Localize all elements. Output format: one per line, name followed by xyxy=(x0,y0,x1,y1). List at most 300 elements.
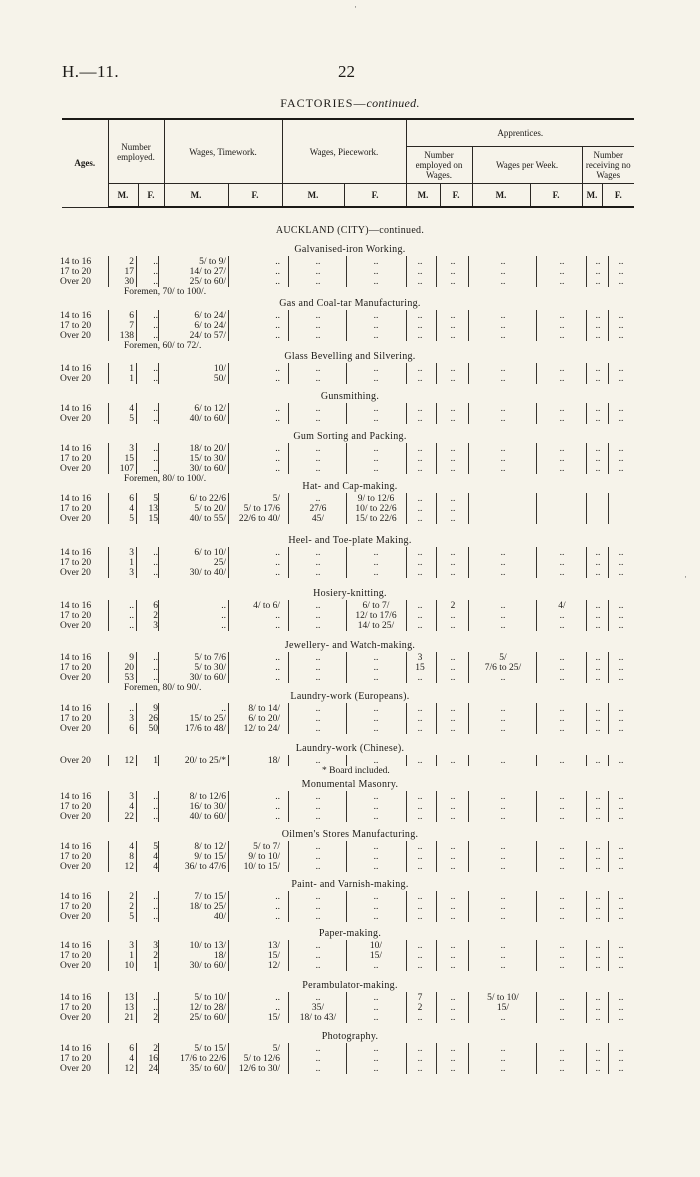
table-row xyxy=(0,951,700,961)
cell-app-wages-f: .. xyxy=(559,364,565,374)
cell-app-wages-f: .. xyxy=(559,941,565,951)
cell-app-wages-m: .. xyxy=(500,1064,506,1074)
table-row xyxy=(0,611,700,621)
column-rule xyxy=(608,940,609,971)
col-f: F. xyxy=(530,184,582,208)
cell-app-wages-f: .. xyxy=(559,267,565,277)
cell-app-employed-m: .. xyxy=(417,267,423,277)
column-rule xyxy=(346,600,347,631)
cell-app-wages-f: .. xyxy=(559,444,565,454)
column-rule xyxy=(406,791,407,822)
cell-timework-f: 5/ to 12/6 xyxy=(243,1054,280,1064)
cell-app-wages-m: .. xyxy=(500,454,506,464)
column-rule xyxy=(228,652,229,683)
table-row xyxy=(0,792,700,802)
cell-timework-m: 24/ to 57/ xyxy=(189,331,226,341)
cell-app-noreceiving-f: .. xyxy=(618,404,624,414)
section-title: Monumental Masonry. xyxy=(301,779,399,790)
cell-app-employed-f: .. xyxy=(450,374,456,384)
column-rule xyxy=(158,256,159,287)
cell-app-wages-f: .. xyxy=(559,611,565,621)
section-title: Gunsmithing. xyxy=(320,391,380,402)
cell-piecework-f: .. xyxy=(373,1054,379,1064)
cell-age: 17 to 20 xyxy=(60,558,92,568)
col-m: M. xyxy=(472,184,530,208)
cell-piecework-f: .. xyxy=(373,267,379,277)
table-row xyxy=(0,756,700,766)
cell-timework-f: 5/ xyxy=(272,494,280,504)
cell-piecework-f: .. xyxy=(373,792,379,802)
column-rule xyxy=(406,652,407,683)
cell-timework-m: 18/ to 25/ xyxy=(189,902,226,912)
cell-app-noreceiving-m: .. xyxy=(595,1003,601,1013)
cell-timework-m: 35/ to 60/ xyxy=(189,1064,226,1074)
cell-app-employed-f: .. xyxy=(450,404,456,414)
cell-app-employed-f: .. xyxy=(450,653,456,663)
column-rule xyxy=(108,493,109,524)
cell-timework-m: 40/ to 60/ xyxy=(189,414,226,424)
section-title: Galvanised-iron Working. xyxy=(294,244,406,255)
cell-piecework-f: .. xyxy=(373,311,379,321)
column-rule xyxy=(468,755,469,766)
cell-employed-m: 6 xyxy=(129,311,134,321)
column-rule xyxy=(136,791,137,822)
cell-app-employed-m: .. xyxy=(417,961,423,971)
table-row xyxy=(0,812,700,822)
column-rule xyxy=(436,703,437,734)
cell-timework-f: 13/ xyxy=(267,941,280,951)
cell-employed-m: 13 xyxy=(124,1003,134,1013)
cell-app-noreceiving-m: .. xyxy=(595,1044,601,1054)
column-rule xyxy=(228,992,229,1023)
cell-timework-f: .. xyxy=(275,993,280,1003)
cell-app-noreceiving-f: .. xyxy=(618,902,624,912)
cell-app-noreceiving-f: .. xyxy=(618,862,624,872)
cell-employed-f: 2 xyxy=(153,951,158,961)
cell-piecework-m: 45/ xyxy=(311,514,325,524)
cell-age: Over 20 xyxy=(60,1013,91,1023)
cell-app-wages-m: 7/6 to 25/ xyxy=(484,663,522,673)
column-rule xyxy=(228,547,229,578)
cell-app-employed-m: .. xyxy=(417,714,423,724)
cell-piecework-f: .. xyxy=(373,802,379,812)
column-rule xyxy=(436,547,437,578)
cell-app-wages-m: .. xyxy=(500,1013,506,1023)
cell-app-noreceiving-m: .. xyxy=(595,993,601,1003)
cell-app-noreceiving-f: .. xyxy=(618,611,624,621)
column-rule xyxy=(158,403,159,424)
column-rule xyxy=(536,755,537,766)
column-rule xyxy=(108,755,109,766)
cell-piecework-f: 6/ to 7/ xyxy=(362,601,390,611)
cell-app-employed-f: .. xyxy=(450,454,456,464)
cell-timework-f: 5/ to 17/6 xyxy=(243,504,280,514)
cell-piecework-m: .. xyxy=(315,892,321,902)
cell-app-wages-m: .. xyxy=(500,812,506,822)
cell-employed-f: .. xyxy=(153,792,158,802)
cell-timework-f: .. xyxy=(275,558,280,568)
col-apprentices: Apprentices. xyxy=(406,119,634,147)
cell-app-wages-m: .. xyxy=(500,892,506,902)
cell-age: 17 to 20 xyxy=(60,852,92,862)
column-rule xyxy=(158,652,159,683)
column-rule xyxy=(536,493,537,524)
cell-timework-m: 18/ to 20/ xyxy=(189,444,226,454)
column-rule xyxy=(108,600,109,631)
column-rule xyxy=(608,310,609,341)
cell-app-employed-m: .. xyxy=(417,802,423,812)
cell-app-wages-f: .. xyxy=(559,257,565,267)
cell-piecework-f: .. xyxy=(373,548,379,558)
column-rule xyxy=(228,600,229,631)
cell-app-wages-f: .. xyxy=(559,621,565,631)
cell-timework-f: 22/6 to 40/ xyxy=(238,514,280,524)
cell-age: 14 to 16 xyxy=(60,364,92,374)
cell-timework-m: 40/ to 55/ xyxy=(189,514,226,524)
cell-age: Over 20 xyxy=(60,961,91,971)
column-rule xyxy=(288,547,289,578)
cell-app-employed-m: .. xyxy=(417,277,423,287)
column-rule xyxy=(346,891,347,922)
col-ages: Ages. xyxy=(62,119,108,207)
cell-app-noreceiving-f: .. xyxy=(618,444,624,454)
cell-app-wages-f: .. xyxy=(559,704,565,714)
cell-piecework-f: .. xyxy=(373,558,379,568)
cell-employed-m: 4 xyxy=(129,842,134,852)
cell-app-employed-m: .. xyxy=(417,1013,423,1023)
cell-piecework-f: 9/ to 12/6 xyxy=(357,494,395,504)
cell-employed-m: 12 xyxy=(124,756,134,766)
cell-timework-f: 5/ to 7/ xyxy=(253,842,280,852)
section-title: Perambulator-making. xyxy=(302,980,398,991)
cell-app-employed-m: .. xyxy=(417,862,423,872)
section-note: Foremen, 60/ to 72/. xyxy=(124,341,202,351)
column-rule xyxy=(608,1043,609,1074)
cell-app-employed-f: .. xyxy=(450,558,456,568)
col-f: F. xyxy=(228,184,282,208)
column-rule xyxy=(406,992,407,1023)
column-rule xyxy=(586,703,587,734)
column-rule xyxy=(468,600,469,631)
cell-employed-m: 6 xyxy=(129,724,134,734)
cell-timework-m: .. xyxy=(221,704,226,714)
column-rule xyxy=(586,791,587,822)
cell-app-noreceiving-f: .. xyxy=(618,941,624,951)
column-rule xyxy=(468,310,469,341)
cell-timework-m: 5/ to 9/ xyxy=(199,257,226,267)
cell-employed-m: 20 xyxy=(124,663,134,673)
cell-app-wages-f: .. xyxy=(559,714,565,724)
column-rule xyxy=(346,791,347,822)
cell-employed-f: .. xyxy=(153,902,158,912)
column-rule xyxy=(608,363,609,384)
cell-employed-f: .. xyxy=(153,912,158,922)
cell-app-noreceiving-f: .. xyxy=(618,374,624,384)
cell-employed-f: .. xyxy=(153,414,158,424)
cell-age: 14 to 16 xyxy=(60,444,92,454)
cell-piecework-f: .. xyxy=(373,277,379,287)
cell-app-noreceiving-f: .. xyxy=(618,673,624,683)
table-row xyxy=(0,1013,700,1023)
cell-app-employed-f: .. xyxy=(450,941,456,951)
cell-app-employed-f: .. xyxy=(450,621,456,631)
cell-app-employed-m: .. xyxy=(417,444,423,454)
cell-timework-m: 30/ to 60/ xyxy=(189,464,226,474)
cell-timework-f: .. xyxy=(275,621,280,631)
col-f: F. xyxy=(440,184,472,208)
section-title: Jewellery- and Watch-making. xyxy=(284,640,416,651)
section-note: Foremen, 80/ to 90/. xyxy=(124,683,202,693)
cell-employed-m: .. xyxy=(129,621,134,631)
cell-piecework-m: .. xyxy=(315,311,321,321)
cell-age: 14 to 16 xyxy=(60,311,92,321)
cell-piecework-m: .. xyxy=(315,611,321,621)
cell-app-wages-f: .. xyxy=(559,862,565,872)
cell-employed-m: 12 xyxy=(124,862,134,872)
cell-app-wages-m: .. xyxy=(500,961,506,971)
cell-app-noreceiving-f: .. xyxy=(618,331,624,341)
cell-age: Over 20 xyxy=(60,724,91,734)
column-rule xyxy=(608,403,609,424)
column-rule xyxy=(136,600,137,631)
cell-app-noreceiving-m: .. xyxy=(595,558,601,568)
cell-piecework-f: .. xyxy=(373,704,379,714)
cell-app-wages-f: 4/ xyxy=(558,601,566,611)
column-rule xyxy=(288,493,289,524)
cell-app-employed-f: .. xyxy=(450,277,456,287)
column-rule xyxy=(436,493,437,524)
cell-piecework-m: .. xyxy=(315,802,321,812)
cell-age: Over 20 xyxy=(60,331,91,341)
cell-employed-m: 9 xyxy=(129,653,134,663)
cell-app-wages-m: .. xyxy=(500,941,506,951)
cell-piecework-m: .. xyxy=(315,704,321,714)
column-rule xyxy=(406,755,407,766)
cell-app-wages-f: .. xyxy=(559,724,565,734)
col-f: F. xyxy=(602,184,634,208)
column-rule xyxy=(346,703,347,734)
cell-employed-m: 10 xyxy=(124,961,134,971)
column-rule xyxy=(536,891,537,922)
cell-piecework-m: .. xyxy=(315,321,321,331)
col-number-employed: Number employed. xyxy=(108,119,164,184)
column-rule xyxy=(136,841,137,872)
cell-piecework-m: .. xyxy=(315,961,321,971)
cell-app-employed-m: .. xyxy=(417,611,423,621)
section-note: * Board included. xyxy=(322,766,390,776)
table-row xyxy=(0,558,700,568)
cell-app-noreceiving-m: .. xyxy=(595,663,601,673)
cell-piecework-m: .. xyxy=(315,663,321,673)
cell-age: 14 to 16 xyxy=(60,548,92,558)
cell-timework-f: 10/ to 15/ xyxy=(243,862,280,872)
cell-app-noreceiving-m: .. xyxy=(595,611,601,621)
col-app-wages: Wages per Week. xyxy=(472,147,582,184)
cell-age: Over 20 xyxy=(60,812,91,822)
cell-age: Over 20 xyxy=(60,568,91,578)
column-rule xyxy=(346,992,347,1023)
cell-timework-f: .. xyxy=(275,802,280,812)
cell-piecework-m: .. xyxy=(315,404,321,414)
cell-employed-m: 4 xyxy=(129,404,134,414)
cell-app-employed-m: .. xyxy=(417,792,423,802)
cell-app-noreceiving-m: .. xyxy=(595,1054,601,1064)
section-note: Foremen, 70/ to 100/. xyxy=(124,287,207,297)
cell-app-noreceiving-m: .. xyxy=(595,464,601,474)
cell-app-noreceiving-m: .. xyxy=(595,714,601,724)
cell-timework-f: .. xyxy=(275,414,280,424)
column-rule xyxy=(608,652,609,683)
cell-employed-m: 3 xyxy=(129,568,134,578)
column-rule xyxy=(346,841,347,872)
column-rule xyxy=(228,891,229,922)
table-row xyxy=(0,673,700,683)
cell-employed-f: .. xyxy=(153,663,158,673)
cell-app-noreceiving-f: .. xyxy=(618,321,624,331)
cell-employed-f: 2 xyxy=(153,1013,158,1023)
cell-app-employed-f: .. xyxy=(450,792,456,802)
cell-piecework-m: .. xyxy=(315,601,321,611)
cell-employed-m: 3 xyxy=(129,714,134,724)
cell-employed-f: 4 xyxy=(153,852,158,862)
cell-app-noreceiving-f: .. xyxy=(618,714,624,724)
cell-app-wages-m: .. xyxy=(500,673,506,683)
cell-timework-f: .. xyxy=(275,568,280,578)
table-row xyxy=(0,1044,700,1054)
cell-age: Over 20 xyxy=(60,862,91,872)
column-rule xyxy=(436,310,437,341)
cell-app-employed-f: .. xyxy=(450,961,456,971)
cell-app-noreceiving-f: .. xyxy=(618,601,624,611)
cell-piecework-m: .. xyxy=(315,568,321,578)
cell-app-wages-f: .. xyxy=(559,548,565,558)
section-title: Glass Bevelling and Silvering. xyxy=(284,351,416,362)
cell-piecework-f: .. xyxy=(373,331,379,341)
cell-employed-m: 1 xyxy=(129,374,134,384)
cell-app-employed-f: .. xyxy=(450,444,456,454)
cell-app-wages-m: .. xyxy=(500,444,506,454)
table-row xyxy=(0,311,700,321)
cell-app-wages-f: .. xyxy=(559,1003,565,1013)
cell-app-employed-m: .. xyxy=(417,311,423,321)
cell-age: 14 to 16 xyxy=(60,1044,92,1054)
table-row xyxy=(0,494,700,504)
cell-employed-f: .. xyxy=(153,892,158,902)
cell-app-noreceiving-f: .. xyxy=(618,653,624,663)
cell-timework-m: 6/ to 24/ xyxy=(194,321,226,331)
column-rule xyxy=(158,600,159,631)
cell-app-wages-m: .. xyxy=(500,724,506,734)
cell-employed-f: .. xyxy=(153,454,158,464)
column-rule xyxy=(228,310,229,341)
cell-age: 17 to 20 xyxy=(60,714,92,724)
cell-app-employed-f: .. xyxy=(450,862,456,872)
cell-age: 17 to 20 xyxy=(60,321,92,331)
speck: · xyxy=(354,2,357,12)
page-header-ref: H.—11. xyxy=(62,62,120,81)
cell-employed-m: 15 xyxy=(124,454,134,464)
cell-employed-f: .. xyxy=(153,267,158,277)
column-rule xyxy=(136,363,137,384)
column-rule xyxy=(586,891,587,922)
cell-app-employed-m: 2 xyxy=(417,1003,423,1013)
cell-app-wages-f: .. xyxy=(559,1054,565,1064)
cell-app-noreceiving-m: .. xyxy=(595,862,601,872)
cell-age: Over 20 xyxy=(60,756,91,766)
column-rule xyxy=(586,600,587,631)
cell-app-wages-m: 5/ xyxy=(499,653,507,663)
cell-app-employed-m: .. xyxy=(417,724,423,734)
column-rule xyxy=(406,310,407,341)
cell-app-wages-m: .. xyxy=(500,852,506,862)
cell-employed-m: .. xyxy=(129,601,134,611)
cell-piecework-m: .. xyxy=(315,792,321,802)
cell-timework-f: 5/ xyxy=(272,1044,280,1054)
cell-app-noreceiving-m: .. xyxy=(595,724,601,734)
column-rule xyxy=(586,493,587,524)
column-rule xyxy=(158,841,159,872)
cell-piecework-f: .. xyxy=(373,374,379,384)
cell-app-noreceiving-m: .. xyxy=(595,257,601,267)
col-app-number: Number employed on Wages. xyxy=(406,147,472,184)
column-rule xyxy=(136,891,137,922)
cell-employed-m: 12 xyxy=(124,1064,134,1074)
column-rule xyxy=(108,992,109,1023)
column-rule xyxy=(288,256,289,287)
cell-app-wages-m: .. xyxy=(500,374,506,384)
column-rule xyxy=(406,403,407,424)
cell-app-employed-f: .. xyxy=(450,912,456,922)
cell-piecework-m: .. xyxy=(315,444,321,454)
cell-age: 14 to 16 xyxy=(60,842,92,852)
column-rule xyxy=(536,403,537,424)
cell-piecework-f: .. xyxy=(373,1003,379,1013)
cell-timework-m: 15/ to 30/ xyxy=(189,454,226,464)
cell-timework-m: 6/ to 24/ xyxy=(194,311,226,321)
cell-app-wages-m: .. xyxy=(500,756,506,766)
cell-app-employed-f: .. xyxy=(450,257,456,267)
cell-employed-m: .. xyxy=(129,704,134,714)
cell-employed-m: 5 xyxy=(129,514,134,524)
cell-app-noreceiving-m: .. xyxy=(595,331,601,341)
cell-app-wages-f: .. xyxy=(559,374,565,384)
table-row xyxy=(0,663,700,673)
cell-employed-f: .. xyxy=(153,812,158,822)
cell-piecework-m: .. xyxy=(315,724,321,734)
cell-employed-f: 13 xyxy=(148,504,158,514)
table-row xyxy=(0,568,700,578)
cell-app-noreceiving-f: .. xyxy=(618,792,624,802)
column-rule xyxy=(346,547,347,578)
cell-piecework-f: 12/ to 17/6 xyxy=(355,611,397,621)
column-rule xyxy=(406,891,407,922)
cell-piecework-f: 14/ to 25/ xyxy=(357,621,395,631)
cell-piecework-f: .. xyxy=(373,568,379,578)
cell-piecework-m: .. xyxy=(315,277,321,287)
cell-app-noreceiving-m: .. xyxy=(595,961,601,971)
cell-timework-f: .. xyxy=(275,653,280,663)
col-m: M. xyxy=(582,184,602,208)
cell-piecework-m: .. xyxy=(315,912,321,922)
cell-timework-f: 4/ to 6/ xyxy=(253,601,280,611)
column-rule xyxy=(228,703,229,734)
column-rule xyxy=(158,992,159,1023)
column-rule xyxy=(536,547,537,578)
cell-employed-f: .. xyxy=(153,257,158,267)
column-rule xyxy=(586,755,587,766)
section-title: Hat- and Cap-making. xyxy=(302,481,398,492)
cell-app-wages-m: .. xyxy=(500,257,506,267)
